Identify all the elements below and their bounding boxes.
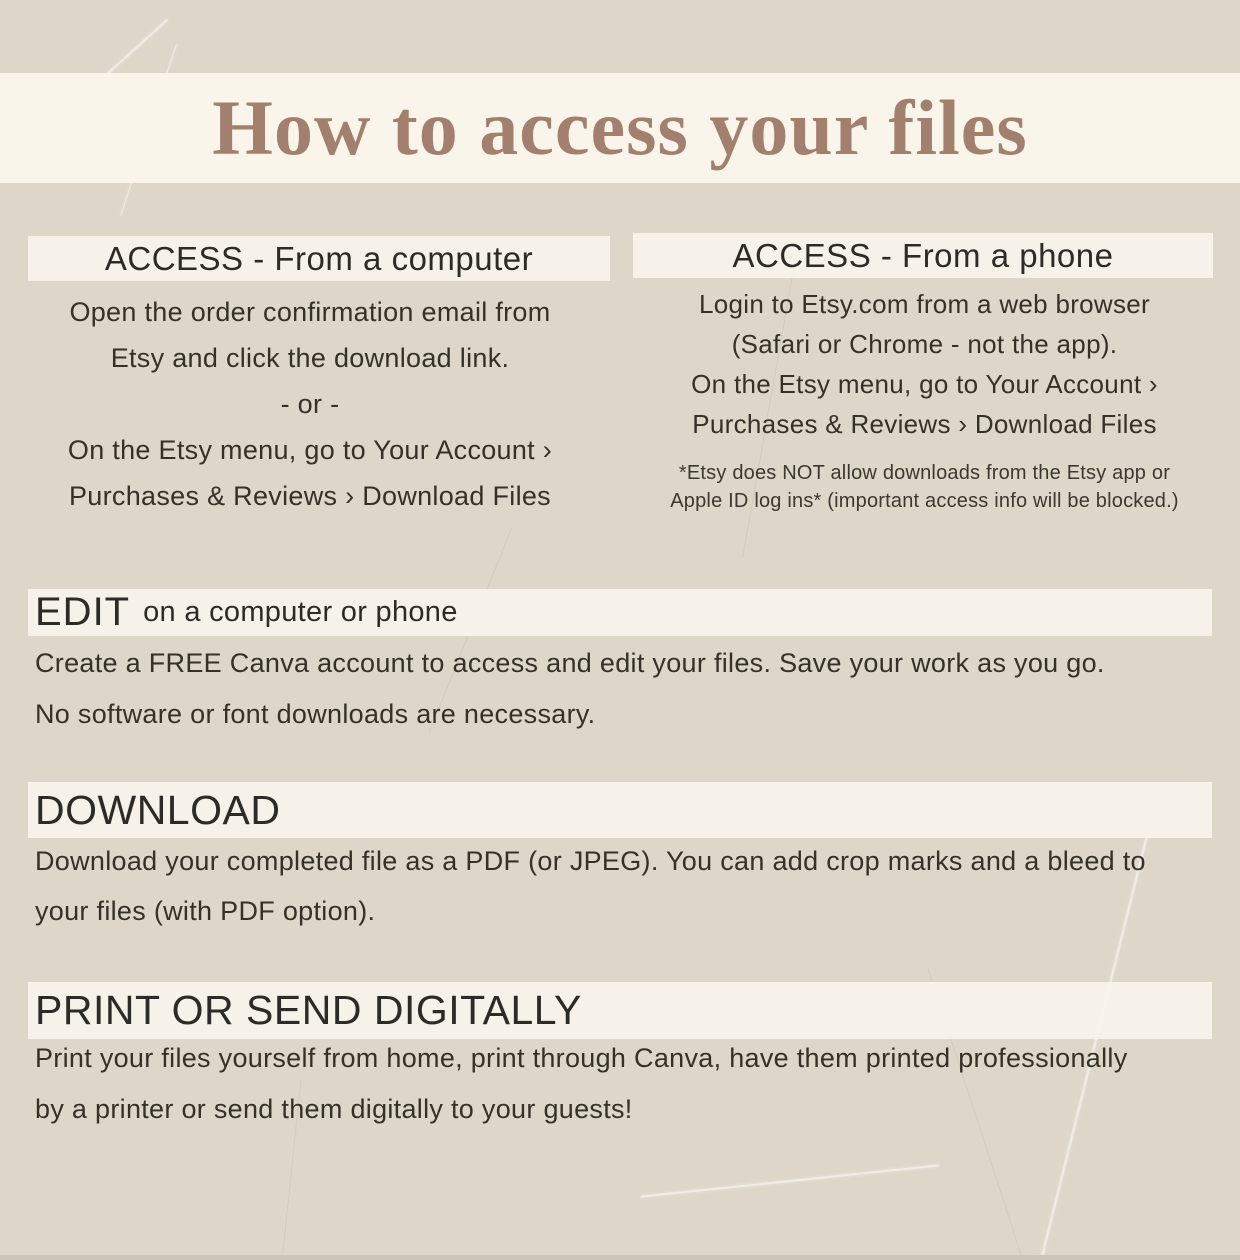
edit-heading-band <box>28 589 1212 636</box>
download-section-text <box>35 836 1210 936</box>
access-computer-instructions <box>10 289 610 519</box>
instruction-line: Purchases & Reviews › Download Files <box>692 409 1157 439</box>
note-line: *Etsy does NOT allow downloads from the Etsy app or <box>678 462 1171 484</box>
body-line: Create a FREE Canva account to access and edit your files. Save your work as you go. <box>35 648 1105 678</box>
edit-section-text <box>35 638 1210 740</box>
instruction-line: Purchases & Reviews › Download Files <box>69 481 551 511</box>
body-line: No software or font downloads are necessary. <box>35 699 596 729</box>
instruction-line: Etsy and click the download link. <box>110 343 510 373</box>
body-line: Download your completed file as a PDF (or JPEG). You can add crop marks and a bleed to <box>35 846 1146 876</box>
edit-heading-subtitle: on a computer or phone <box>143 596 458 628</box>
access-computer-heading-band <box>28 236 610 281</box>
page-title: How to access your files <box>212 84 1028 171</box>
download-heading: DOWNLOAD <box>35 786 281 833</box>
access-computer-heading: ACCESS - From a computer <box>104 239 534 277</box>
access-phone-heading-band <box>633 233 1213 278</box>
instruction-line: On the Etsy menu, go to Your Account › <box>691 369 1158 399</box>
instruction-line: On the Etsy menu, go to Your Account › <box>67 435 553 465</box>
bottom-edge-strip <box>0 1255 1240 1260</box>
body-line: your files (with PDF option). <box>35 896 376 926</box>
access-phone-instructions <box>622 284 1227 515</box>
instruction-line: (Safari or Chrome - not the app). <box>731 329 1118 359</box>
instruction-line: Open the order confirmation email from <box>69 297 551 327</box>
title-band <box>0 73 1240 183</box>
instruction-line: Login to Etsy.com from a web browser <box>698 289 1151 319</box>
print-heading-band <box>28 982 1212 1039</box>
download-heading-band <box>28 782 1212 838</box>
body-line: by a printer or send them digitally to your guests! <box>35 1094 633 1124</box>
print-heading: PRINT OR SEND DIGITALLY <box>35 987 582 1033</box>
access-phone-heading: ACCESS - From a phone <box>732 236 1114 274</box>
etsy-app-note <box>622 459 1227 515</box>
print-section-text <box>35 1033 1210 1135</box>
note-line: Apple ID log ins* (important access info will be blocked.) <box>670 490 1179 512</box>
edit-heading: EDIT <box>35 590 131 634</box>
body-line: Print your files yourself from home, print through Canva, have them printed professionally <box>35 1043 1128 1073</box>
instruction-line: - or - <box>280 389 340 419</box>
